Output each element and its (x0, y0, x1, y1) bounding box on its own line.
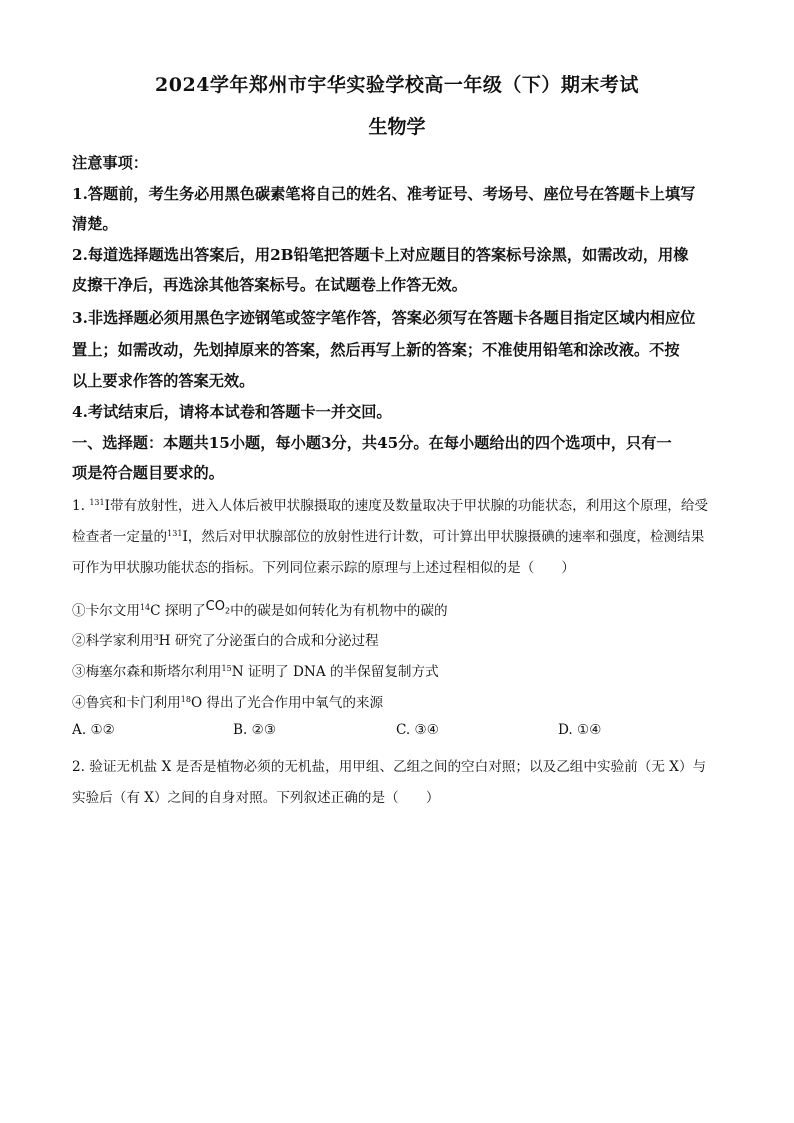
q1-statement-3 (72, 660, 439, 680)
s1-mass: 14 (139, 603, 151, 612)
s3-text-b: N 证明了 DNA 的半保留复制方式 (231, 664, 439, 680)
s1-text-b: C 探明了 (150, 603, 206, 619)
q1-text-2a: 检查者一定量的 (72, 529, 168, 545)
q1-line-2 (72, 525, 704, 545)
section-heading-line-2: 项是符合题目要求的。 (72, 464, 224, 482)
s4-text-b: O 得出了光合作用中氧气的来源 (190, 695, 384, 711)
q1-mass-number-2: 131 (167, 529, 183, 538)
section-heading-line-1: 一、选择题：本题共15小题，每小题3分，共45分。在每小题给出的四个选项中，只有一 (72, 434, 672, 452)
q1-statement-1 (72, 599, 448, 621)
q1-statement-4 (72, 691, 383, 711)
q1-option-a: A. ①② (72, 722, 115, 738)
co2-symbol: CO (205, 599, 225, 614)
s4-mass: 18 (180, 695, 191, 704)
notice-item-4-line-1: 4.考试结束后，请将本试卷和答题卡一并交回。 (72, 403, 392, 421)
s2-mass: 3 (153, 633, 159, 642)
s2-text-b: H 研究了分泌蛋白的合成和分泌过程 (158, 633, 379, 649)
co2-formula (206, 599, 230, 614)
notice-item-2-line-2: 皮擦干净后，再选涂其他答案标号。在试题卷上作答无效。 (72, 276, 467, 294)
notice-item-2-line-1: 2.每道选择题选出答案后，用2B铅笔把答题卡上对应题目的答案标号涂黑，如需改动，用橡 (72, 246, 689, 264)
notice-item-1-line-2: 清楚。 (72, 215, 118, 233)
q1-line-1 (72, 494, 708, 514)
q1-option-b: B. ②③ (233, 722, 277, 738)
q2-line-2: 实验后（有 X）之间的自身对照。下列叙述正确的是（ ） (72, 790, 440, 806)
notice-heading: 注意事项： (72, 154, 148, 172)
notice-item-3-line-3: 以上要求作答的答案无效。 (72, 372, 255, 390)
q1-text-2b: I，然后对甲状腺部位的放射性进行计数，可计算出甲状腺摄碘的速率和强度，检测结果 (182, 529, 705, 545)
subject-title: 生物学 (368, 116, 426, 138)
q1-statement-2 (72, 629, 379, 649)
q1-line-3: 可作为甲状腺功能状态的指标。下列同位素示踪的原理与上述过程相似的是（ ） (72, 560, 575, 576)
q1-text-1: I带有放射性，进入人体后被甲状腺摄取的速度及数量取决于甲状腺的功能状态，利用这个原理，给受 (104, 498, 709, 514)
s1-text-a: ①卡尔文用 (72, 603, 140, 619)
notice-item-3-line-1: 3.非选择题必须用黑色字迹钢笔或签字笔作答，答案必须写在答题卡各题目指定区域内相应位 (72, 309, 696, 327)
exam-title: 2024学年郑州市宇华实验学校高一年级（下）期末考试 (155, 74, 639, 96)
notice-item-3-line-2: 置上；如需改动，先划掉原来的答案，然后再写上新的答案；不准使用铅笔和涂改液。不按 (72, 341, 680, 359)
s4-text-a: ④鲁宾和卡门利用 (72, 695, 181, 711)
q1-mass-number: 131 (89, 498, 105, 507)
s1-text-c: 中的碳是如何转化为有机物中的碳的 (230, 603, 448, 619)
q1-number: 1. (72, 498, 85, 514)
q2-line-1: 2. 验证无机盐 X 是否是植物必须的无机盐，用甲组、乙组之间的空白对照；以及乙组中实验前（无 X）与 (72, 759, 707, 775)
s3-mass: 15 (221, 664, 232, 673)
q1-option-c: C. ③④ (396, 722, 439, 738)
co2-subscript: 2 (224, 606, 231, 616)
q1-option-d: D. ①④ (558, 722, 602, 738)
notice-item-1-line-1: 1.答题前，考生务必用黑色碳素笔将自己的姓名、准考证号、考场号、座位号在答题卡上填写 (72, 185, 696, 203)
s2-text-a: ②科学家利用 (72, 633, 154, 649)
s3-text-a: ③梅塞尔森和斯塔尔利用 (72, 664, 222, 680)
